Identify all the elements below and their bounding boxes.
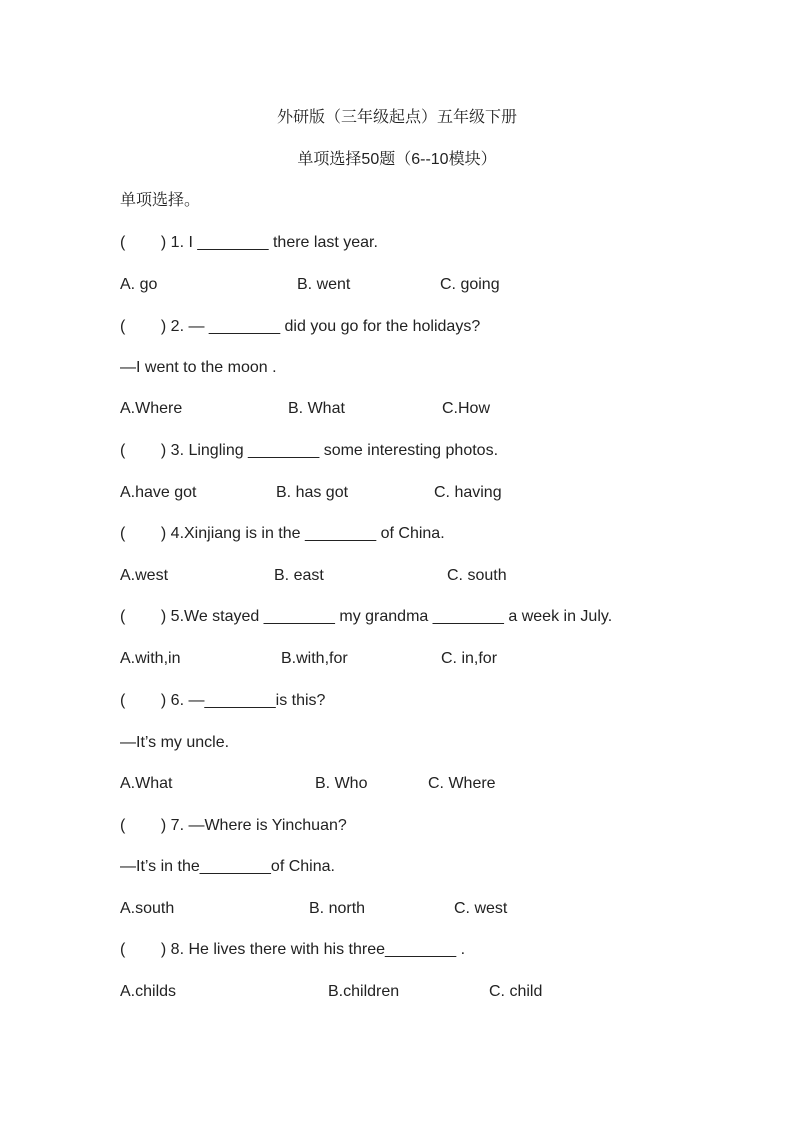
question-stem: ( ) 7. —Where is Yinchuan? [120, 817, 347, 834]
option-b: B.children [328, 983, 400, 1000]
answer-line: —It’s in the________of China. [120, 858, 335, 875]
question-stem: ( ) 4.Xinjiang is in the ________ of China. [120, 525, 445, 542]
option-b: B. north [309, 900, 366, 917]
option-b: B. What [288, 400, 345, 417]
answer-line: —It’s my uncle. [120, 734, 230, 751]
question-stem: ( ) 5.We stayed ________ my grandma ________ a week in July. [120, 608, 613, 625]
option-a: A.west [120, 567, 169, 584]
option-c: C. child [489, 983, 543, 1000]
option-c: C.How [442, 400, 491, 417]
question-stem: ( ) 8. He lives there with his three________ . [120, 941, 466, 958]
option-a: A. go [120, 276, 158, 293]
option-a: A.What [120, 775, 173, 792]
question-stem: ( ) 1. I ________ there last year. [120, 234, 378, 251]
question-stem: ( ) 2. — ________ did you go for the holidays? [120, 318, 481, 335]
question-stem: ( ) 6. —________is this? [120, 692, 326, 709]
option-a: A.have got [120, 484, 197, 501]
page-subtitle: 单项选择50题（6--10模块） [297, 151, 497, 168]
option-c: C. in,for [441, 650, 498, 667]
option-c: C. Where [428, 775, 496, 792]
option-a: A.south [120, 900, 175, 917]
option-b: B. went [297, 276, 351, 293]
option-c: C. west [454, 900, 508, 917]
option-c: C. having [434, 484, 502, 501]
option-a: A.Where [120, 400, 183, 417]
page-title: 外研版（三年级起点）五年级下册 [276, 109, 517, 126]
option-b: B. has got [276, 484, 349, 501]
option-a: A.childs [120, 983, 177, 1000]
answer-line: —I went to the moon . [120, 359, 277, 376]
section-heading: 单项选择。 [120, 192, 201, 209]
option-b: B.with,for [281, 650, 348, 667]
option-b: B. Who [315, 775, 368, 792]
option-c: C. south [447, 567, 507, 584]
option-b: B. east [274, 567, 324, 584]
option-a: A.with,in [120, 650, 181, 667]
question-stem: ( ) 3. Lingling ________ some interesting photos. [120, 442, 499, 459]
option-c: C. going [440, 276, 500, 293]
